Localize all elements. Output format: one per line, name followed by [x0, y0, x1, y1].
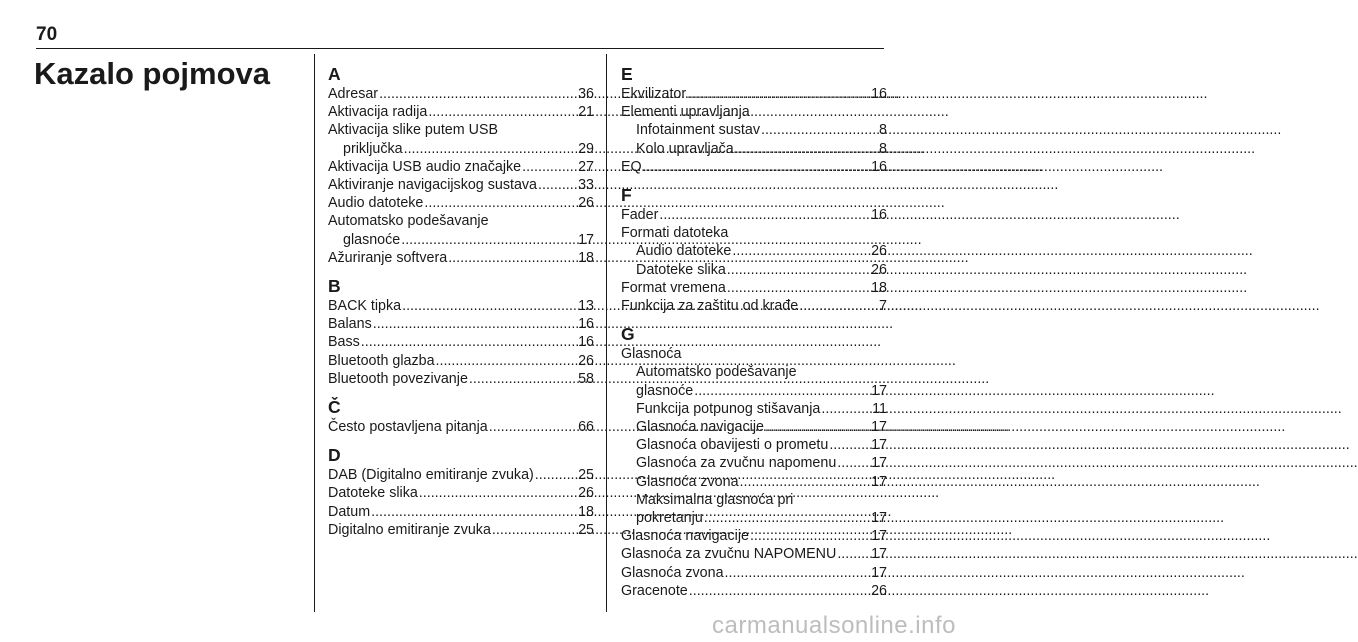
index-entry: [621, 564, 887, 582]
dot-leader: [448, 249, 577, 267]
dot-leader: [379, 85, 577, 103]
index-letter: Č: [328, 397, 341, 418]
index-entry: [621, 279, 887, 297]
dot-leader: [522, 158, 577, 176]
index-entry: [328, 466, 594, 484]
index-entry: [621, 121, 887, 139]
entry-page: 16: [578, 334, 594, 351]
dot-leader: [469, 370, 577, 388]
entry-label: DAB (Digitalno emitiranje zvuka): [328, 467, 534, 484]
dot-leader: [428, 103, 577, 121]
entry-page: 17: [871, 510, 887, 527]
entry-label: Aktivacija USB audio značajke: [328, 158, 522, 175]
index-entry: [328, 249, 594, 267]
index-entry: [621, 206, 887, 224]
index-heading-entry: Formati datoteka: [621, 225, 729, 242]
entry-label: priključka: [343, 140, 403, 157]
dot-leader: [750, 527, 870, 545]
dot-leader: [643, 158, 870, 176]
index-entry: [621, 297, 887, 315]
entry-page: 16: [871, 86, 887, 102]
dot-leader: [829, 436, 870, 454]
dot-leader: [492, 521, 577, 539]
entry-page: 13: [578, 298, 594, 315]
entry-label: Digitalno emitiranje zvuka: [328, 521, 491, 538]
entry-label: glasnoće: [636, 382, 694, 399]
entry-label: Balans: [328, 316, 372, 333]
index-entry: [328, 176, 594, 194]
index-heading-entry: Elementi upravljanja: [621, 104, 750, 121]
dot-leader: [402, 297, 577, 315]
dot-leader: [659, 206, 870, 224]
watermark: carmanualsonline.info: [712, 612, 956, 639]
entry-page: 25: [578, 467, 594, 484]
dot-leader: [401, 231, 577, 249]
entry-label: Bluetooth povezivanje: [328, 370, 468, 387]
index-entry: [621, 473, 887, 491]
entry-page: 7: [879, 298, 887, 315]
index-entry: [621, 261, 887, 279]
entry-page: 25: [578, 521, 594, 538]
entry-label: Često postavljena pitanja: [328, 419, 488, 436]
index-heading-entry: Glasnoća: [621, 346, 682, 363]
index-entry: [621, 400, 887, 418]
entry-page: 26: [871, 261, 887, 278]
dot-leader: [538, 176, 577, 194]
index-heading-entry: Automatsko podešavanje: [636, 364, 797, 381]
entry-label: Bluetooth glazba: [328, 352, 435, 369]
dot-leader: [535, 466, 577, 484]
dot-leader: [419, 484, 577, 502]
index-entry: [621, 85, 887, 103]
index-entry: [328, 484, 594, 502]
entry-label: Datoteke slika: [636, 261, 726, 278]
dot-leader: [704, 509, 870, 527]
dot-leader: [727, 261, 870, 279]
index-entry: [621, 582, 887, 600]
entry-label: Glasnoća navigacije: [621, 528, 749, 545]
dot-leader: [404, 140, 578, 158]
dot-leader: [371, 503, 577, 521]
index-entry: [621, 436, 887, 454]
header-rule: [36, 48, 884, 49]
entry-label: EQ: [621, 158, 642, 175]
index-letter: G: [621, 324, 635, 345]
index-entry: [621, 140, 887, 158]
entry-label: Audio datoteke: [328, 195, 424, 212]
dot-leader: [694, 382, 870, 400]
entry-page: 18: [578, 249, 594, 266]
page-number: 70: [36, 24, 58, 45]
entry-label: glasnoće: [343, 231, 401, 248]
entry-page: 16: [578, 316, 594, 333]
index-column-2: [621, 64, 887, 600]
index-entry: [328, 158, 594, 176]
index-entry: [621, 454, 887, 472]
dot-leader: [424, 194, 577, 212]
entry-page: 16: [871, 158, 887, 175]
entry-page: 17: [871, 528, 887, 545]
entry-label: Glasnoća zvona: [636, 473, 739, 490]
entry-label: pokretanju: [636, 510, 703, 527]
entry-label: Datum: [328, 503, 371, 520]
entry-page: 29: [578, 140, 594, 157]
entry-page: 17: [871, 564, 887, 581]
entry-page: 17: [871, 382, 887, 399]
entry-label: Audio datoteke: [636, 243, 732, 260]
index-entry: [621, 382, 887, 400]
entry-label: Aktivacija radija: [328, 104, 428, 121]
dot-leader: [727, 279, 870, 297]
column-divider-left: [314, 54, 315, 612]
dot-leader: [732, 242, 870, 260]
index-entry: [328, 194, 594, 212]
index-heading-entry: Aktivacija slike putem USB: [328, 122, 499, 139]
index-entry: [328, 370, 594, 388]
index-entry: [328, 85, 594, 103]
entry-page: 26: [578, 352, 594, 369]
index-entry: [328, 352, 594, 370]
entry-page: 26: [871, 243, 887, 260]
entry-page: 8: [879, 122, 887, 139]
entry-page: 18: [578, 503, 594, 520]
dot-leader: [373, 315, 577, 333]
dot-leader: [837, 454, 870, 472]
entry-page: 17: [871, 437, 887, 454]
dot-leader: [821, 400, 871, 418]
index-heading-entry: Maksimalna glasnoća pri: [636, 491, 794, 508]
entry-page: 36: [578, 86, 594, 102]
entry-page: 16: [871, 207, 887, 224]
index-entry: [621, 242, 887, 260]
index-letter: D: [328, 445, 341, 466]
entry-page: 17: [578, 231, 594, 248]
entry-label: Glasnoća za zvučnu NAPOMENU: [621, 546, 837, 563]
entry-page: 11: [872, 400, 887, 417]
entry-page: 27: [578, 158, 594, 175]
index-entry: [328, 503, 594, 521]
entry-page: 26: [871, 582, 887, 599]
index-heading-entry: Automatsko podešavanje: [328, 213, 489, 230]
dot-leader: [799, 297, 878, 315]
index-entry: [621, 158, 887, 176]
entry-page: 18: [871, 279, 887, 296]
dot-leader: [765, 418, 870, 436]
entry-page: 17: [871, 546, 887, 563]
entry-label: Funkcija za zaštitu od krađe: [621, 298, 799, 315]
page-title: Kazalo pojmova: [34, 56, 270, 91]
index-entry: [328, 297, 594, 315]
index-entry: [328, 521, 594, 539]
index-entry: [621, 509, 887, 527]
dot-leader: [361, 333, 577, 351]
index-column-1: [328, 64, 594, 539]
entry-label: Format vremena: [621, 279, 726, 296]
dot-leader: [489, 418, 577, 436]
dot-leader: [689, 582, 870, 600]
entry-page: 21: [578, 104, 594, 121]
dot-leader: [761, 121, 878, 139]
index-entry: [328, 231, 594, 249]
index-entry: [621, 527, 887, 545]
index-entry: [328, 140, 594, 158]
index-entry: [328, 315, 594, 333]
entry-label: Datoteke slika: [328, 485, 418, 502]
entry-page: 26: [578, 485, 594, 502]
entry-label: BACK tipka: [328, 298, 402, 315]
index-letter: B: [328, 276, 341, 297]
dot-leader: [735, 140, 878, 158]
index-entry: [328, 418, 594, 436]
entry-page: 66: [578, 419, 594, 436]
index-entry: [621, 545, 887, 563]
entry-page: 58: [578, 370, 594, 387]
entry-label: Ažuriranje softvera: [328, 249, 448, 266]
entry-label: Funkcija potpunog stišavanja: [636, 400, 821, 417]
entry-page: 33: [578, 177, 594, 194]
entry-label: Aktiviranje navigacijskog sustava: [328, 177, 537, 194]
entry-label: Gracenote: [621, 582, 688, 599]
entry-label: Adresar: [328, 86, 379, 102]
entry-label: Bass: [328, 334, 360, 351]
entry-page: 17: [871, 419, 887, 436]
entry-label: Glasnoća za zvučnu napomenu: [636, 455, 837, 472]
index-entry: [621, 418, 887, 436]
index-letter: A: [328, 64, 341, 84]
dot-leader: [740, 473, 871, 491]
dot-leader: [837, 545, 870, 563]
entry-label: Kolo upravljača: [636, 140, 734, 157]
entry-label: Glasnoća zvona: [621, 564, 724, 581]
entry-page: 17: [871, 455, 887, 472]
dot-leader: [436, 352, 578, 370]
index-entry: [328, 103, 594, 121]
entry-label: Fader: [621, 207, 659, 224]
entry-page: 17: [871, 473, 887, 490]
dot-leader: [687, 85, 870, 103]
entry-label: Ekvilizator: [621, 86, 687, 102]
dot-leader: [725, 564, 871, 582]
entry-label: Glasnoća navigacije: [636, 419, 764, 436]
entry-page: 26: [578, 195, 594, 212]
entry-page: 8: [879, 140, 887, 157]
entry-label: Infotainment sustav: [636, 122, 760, 139]
index-entry: [328, 333, 594, 351]
index-letter: E: [621, 64, 633, 84]
index-letter: F: [621, 185, 632, 206]
entry-label: Glasnoća obavijesti o prometu: [636, 437, 829, 454]
